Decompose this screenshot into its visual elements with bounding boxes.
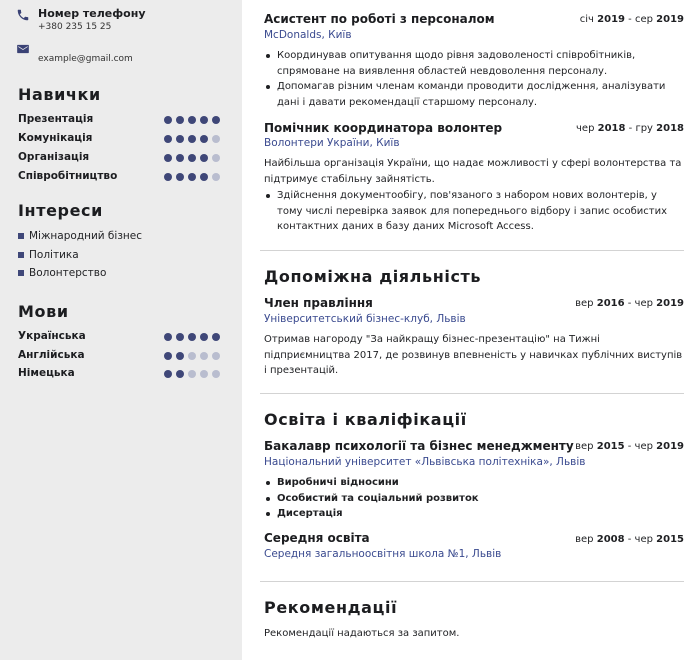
rating-row — [18, 132, 223, 146]
rating-dot-filled — [176, 333, 184, 341]
interest-item — [18, 267, 106, 279]
divider — [260, 581, 684, 582]
rating-dot-empty — [188, 352, 196, 360]
bullet-item: Допомагав різним членам команди проводити дослідження, аналізувати дані і давати рекомендації старшому персоналу. — [264, 79, 684, 110]
rating-dot-filled — [176, 173, 184, 181]
rating-label: Організація — [18, 151, 90, 163]
rating-dot-filled — [200, 135, 208, 143]
activity-org: Університетський бізнес-клуб, Львів — [264, 313, 466, 325]
rating-dot-filled — [188, 135, 196, 143]
rating-dot-filled — [188, 154, 196, 162]
education-org: Середня загальноосвітня школа №1, Львів — [264, 548, 502, 560]
rating-dot-empty — [212, 135, 220, 143]
interest-item — [18, 249, 79, 261]
interest-label: Політика — [29, 248, 79, 261]
activity-description: Отримав нагороду "За найкращу бізнес-презентацію" на Тижні підприємництва 2017, де розвинув впевненість у навичках публічних виступів і презентацій. — [264, 334, 683, 376]
interest-label: Міжнародний бізнес — [29, 230, 143, 242]
interests-heading: Інтереси — [18, 201, 103, 220]
divider — [260, 393, 684, 394]
rating-dots — [160, 135, 220, 143]
sidebar — [0, 0, 242, 660]
rating-dot-empty — [212, 173, 220, 181]
rating-dots — [160, 116, 220, 124]
square-bullet-icon — [18, 270, 24, 276]
bullet-item: Виробничі відносини — [264, 475, 684, 491]
rating-label: Українська — [18, 330, 86, 342]
rating-dot-filled — [164, 370, 172, 378]
phone-icon — [16, 8, 30, 22]
interest-label: Волонтерство — [29, 267, 107, 279]
education-title: Бакалавр психології та бізнес менеджменту — [264, 439, 574, 453]
rating-dot-filled — [176, 370, 184, 378]
rating-dot-empty — [200, 370, 208, 378]
square-bullet-icon — [18, 233, 24, 239]
rating-dot-empty — [188, 370, 196, 378]
rating-dot-filled — [188, 173, 196, 181]
job-description: Найбільша організація України, що надає можливості у сфері волонтерства та підтримує стабільну зайнятість. — [264, 158, 682, 185]
rating-dots — [160, 333, 220, 341]
rating-dot-filled — [188, 116, 196, 124]
rating-dot-filled — [164, 116, 172, 124]
languages-heading: Мови — [18, 302, 69, 321]
job-org: Волонтери України, Київ — [264, 137, 400, 149]
job-title: Помічник координатора волонтер — [264, 121, 503, 135]
rating-dot-filled — [200, 333, 208, 341]
rating-dot-filled — [200, 173, 208, 181]
bullet-item: Дисертація — [264, 506, 684, 522]
rating-dot-filled — [164, 135, 172, 143]
rating-dots — [160, 173, 220, 181]
job-bullets — [264, 188, 684, 235]
bullet-item: Особистий та соціальний розвиток — [264, 491, 684, 507]
rating-row — [18, 151, 223, 165]
references-heading: Рекомендації — [264, 598, 398, 617]
job-date: чер 2018 - гру 2018 — [576, 123, 684, 134]
activity-date: вер 2016 - чер 2019 — [575, 298, 684, 309]
rating-label: Співробітництво — [18, 170, 118, 182]
contact-email — [16, 42, 133, 64]
rating-dots — [160, 352, 220, 360]
rating-row — [18, 349, 223, 363]
rating-dot-filled — [176, 154, 184, 162]
phone-title: Номер телефону — [38, 7, 146, 20]
education-bullets — [264, 475, 684, 522]
rating-dot-filled — [164, 154, 172, 162]
email-value[interactable]: example@gmail.com — [38, 54, 133, 64]
rating-dot-empty — [212, 154, 220, 162]
rating-dot-filled — [212, 116, 220, 124]
education-date: вер 2015 - чер 2019 — [575, 441, 684, 452]
rating-dot-filled — [200, 116, 208, 124]
rating-dot-filled — [212, 333, 220, 341]
phone-value[interactable]: +380 235 15 25 — [38, 22, 112, 32]
education-org: Національний університет «Львівська політехніка», Львів — [264, 456, 586, 468]
rating-dot-filled — [164, 173, 172, 181]
education-heading: Освіта і кваліфікації — [264, 410, 467, 429]
rating-dots — [160, 154, 220, 162]
rating-label: Німецька — [18, 367, 75, 379]
rating-dot-filled — [188, 333, 196, 341]
job-title: Асистент по роботі з персоналом — [264, 12, 495, 26]
rating-row — [18, 367, 223, 381]
envelope-icon — [16, 42, 30, 56]
rating-row — [18, 330, 223, 344]
rating-dot-filled — [200, 154, 208, 162]
skills-heading: Навички — [18, 85, 101, 104]
references-text: Рекомендації надаються за запитом. — [264, 628, 460, 639]
square-bullet-icon — [18, 252, 24, 258]
rating-label: Презентація — [18, 113, 94, 125]
bullet-item: Здійснення документообігу, пов'язаного з набором нових волонтерів, у тому числі перевірка заявок для попереднього відбору і запис особистих контактних даних в базу даних Microsoft Access. — [264, 188, 684, 235]
rating-dots — [160, 370, 220, 378]
rating-label: Англійська — [18, 348, 85, 361]
education-date: вер 2008 - чер 2015 — [575, 534, 684, 545]
rating-dot-filled — [164, 352, 172, 360]
bullet-item: Координував опитування щодо рівня задоволеності співробітників, спрямоване на виявлення областей невдоволення персоналу. — [264, 48, 684, 79]
interest-item — [18, 230, 142, 242]
job-date: січ 2019 - сер 2019 — [579, 14, 684, 25]
contact-phone — [16, 7, 146, 32]
rating-dot-empty — [200, 352, 208, 360]
rating-dot-empty — [212, 352, 220, 360]
job-org: McDonalds, Київ — [264, 29, 352, 41]
activities-heading: Допоміжна діяльність — [264, 267, 482, 286]
divider — [260, 250, 684, 251]
rating-row — [18, 113, 223, 127]
rating-label: Комунікація — [18, 132, 93, 144]
rating-dot-filled — [176, 116, 184, 124]
rating-row — [18, 170, 223, 184]
education-title: Середня освіта — [264, 531, 370, 545]
job-bullets — [264, 48, 684, 110]
main-content — [242, 0, 700, 660]
rating-dot-filled — [176, 135, 184, 143]
rating-dot-filled — [176, 352, 184, 360]
activity-title: Член правління — [264, 296, 373, 310]
rating-dot-filled — [164, 333, 172, 341]
rating-dot-empty — [212, 370, 220, 378]
